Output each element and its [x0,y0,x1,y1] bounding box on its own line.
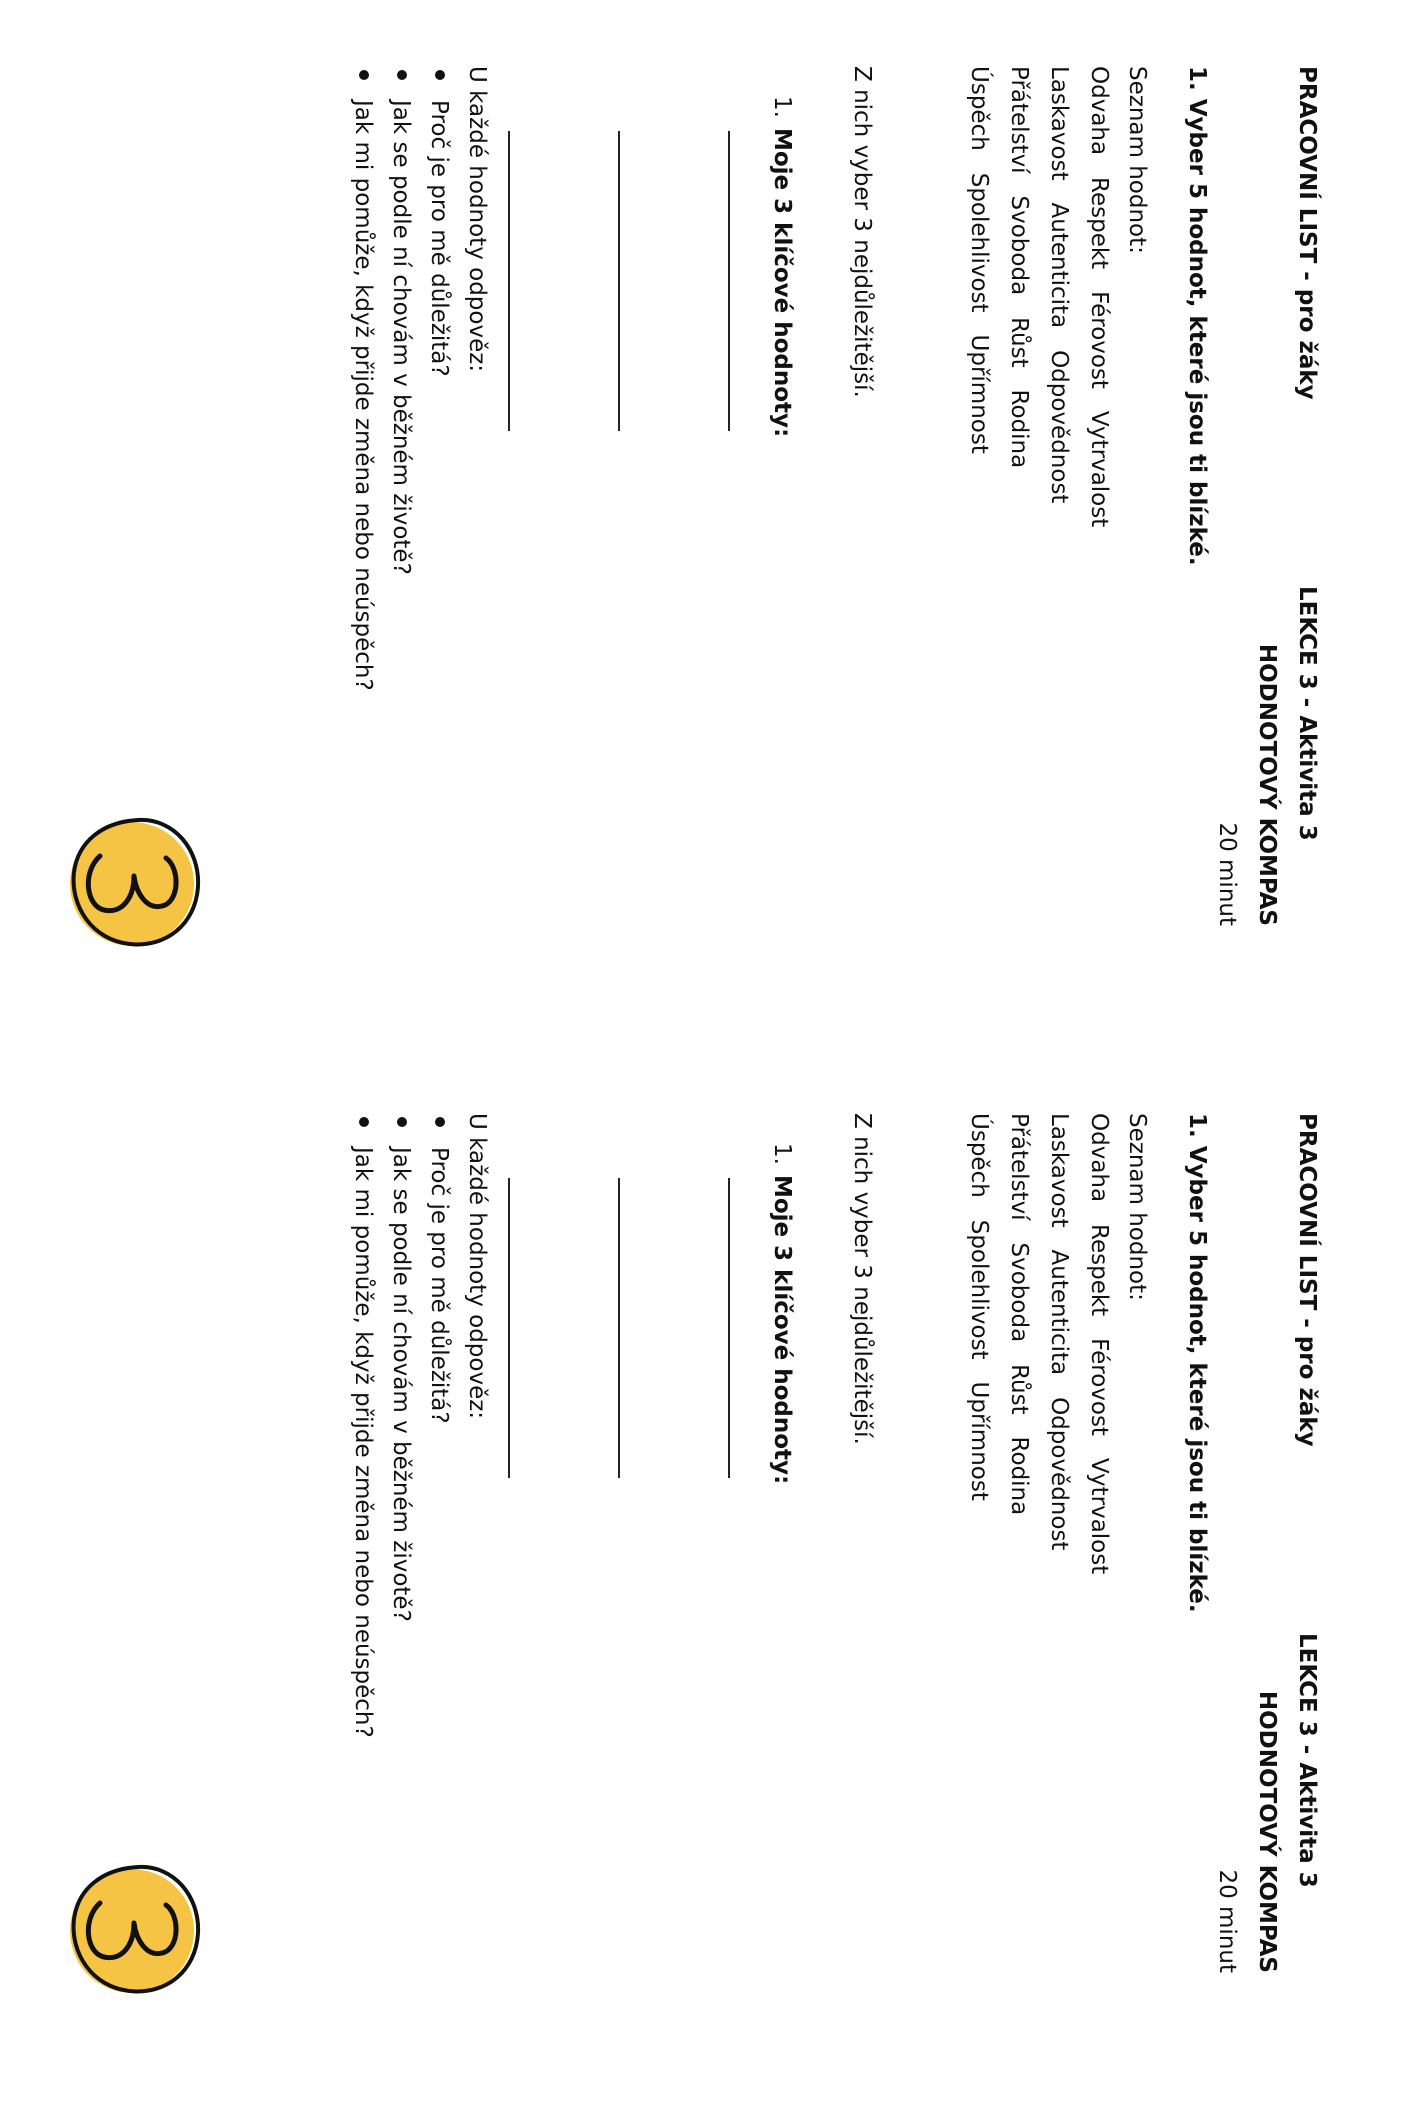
task1-title: 1. Vyber 5 hodnot, které jsou ti blízké. [1184,1113,1210,1613]
question-item [350,66,376,691]
worksheet-copy-1 [20,66,1320,1066]
values-row: Odvaha Respekt Férovost Vytrvalost [1086,66,1112,528]
question-text: Jak se podle ní chovám v běžném životě? [388,1147,414,1622]
question-text: Proč je pro mě důležitá? [426,100,452,377]
question-text: Jak mi pomůže, když přijde změna nebo neúspěch? [350,1147,376,1738]
activity-name: HODNOTOVÝ KOMPAS [1254,1690,1280,1973]
task2-instruction: Z nich vyber 3 nejdůležitější. [849,1113,875,1445]
worksheet-copy-2 [20,1113,1320,2113]
answer-line[interactable] [508,1178,510,1478]
lesson-title: LEKCE 3 - Aktivita 3 [1294,586,1320,841]
question-text: Proč je pro mě důležitá? [426,1147,452,1424]
key-values-number: 1. [769,96,795,118]
key-values-number: 1. [769,1143,795,1165]
number-three-badge-icon [60,806,210,956]
bullet-icon [398,70,408,80]
key-values-title: Moje 3 klíčové hodnoty: [769,1174,795,1485]
question-text: Jak se podle ní chovám v běžném životě? [388,100,414,575]
bullet-icon [360,70,370,80]
answer-line[interactable] [618,131,620,431]
values-heading: Seznam hodnot: [1124,1113,1150,1301]
worksheet-title: PRACOVNÍ LIST - pro žáky [1294,66,1320,400]
key-values-heading [769,96,795,437]
answer-instruction: U každé hodnoty odpověz: [464,66,490,373]
question-item [426,1113,452,1424]
answer-line[interactable] [508,131,510,431]
activity-name: HODNOTOVÝ KOMPAS [1254,643,1280,926]
bullet-icon [360,1117,370,1127]
bullet-icon [436,1117,446,1127]
values-heading: Seznam hodnot: [1124,66,1150,254]
duration-label: 20 minut [1214,822,1240,926]
key-values-title: Moje 3 klíčové hodnoty: [769,127,795,438]
task2-instruction: Z nich vyber 3 nejdůležitější. [849,66,875,398]
question-item [426,66,452,377]
answer-instruction: U každé hodnoty odpověz: [464,1113,490,1420]
question-text: Jak mi pomůže, když přijde změna nebo neúspěch? [350,100,376,691]
bullet-icon [398,1117,408,1127]
answer-line[interactable] [728,131,730,431]
values-row: Úspěch Spolehlivost Upřímnost [966,1113,992,1501]
worksheet-title: PRACOVNÍ LIST - pro žáky [1294,1113,1320,1447]
values-row: Odvaha Respekt Férovost Vytrvalost [1086,1113,1112,1575]
bullet-icon [436,70,446,80]
values-row: Přátelství Svoboda Růst Rodina [1006,66,1032,469]
question-item [388,1113,414,1622]
values-row: Přátelství Svoboda Růst Rodina [1006,1113,1032,1516]
values-row: Úspěch Spolehlivost Upřímnost [966,66,992,454]
values-row: Laskavost Autenticita Odpovědnost [1046,66,1072,504]
duration-label: 20 minut [1214,1869,1240,1973]
question-item [388,66,414,575]
values-row: Laskavost Autenticita Odpovědnost [1046,1113,1072,1551]
lesson-title: LEKCE 3 - Aktivita 3 [1294,1633,1320,1888]
number-three-badge-icon [60,1853,210,2003]
answer-line[interactable] [728,1178,730,1478]
answer-line[interactable] [618,1178,620,1478]
key-values-heading [769,1143,795,1484]
question-item [350,1113,376,1738]
task1-title: 1. Vyber 5 hodnot, které jsou ti blízké. [1184,66,1210,566]
